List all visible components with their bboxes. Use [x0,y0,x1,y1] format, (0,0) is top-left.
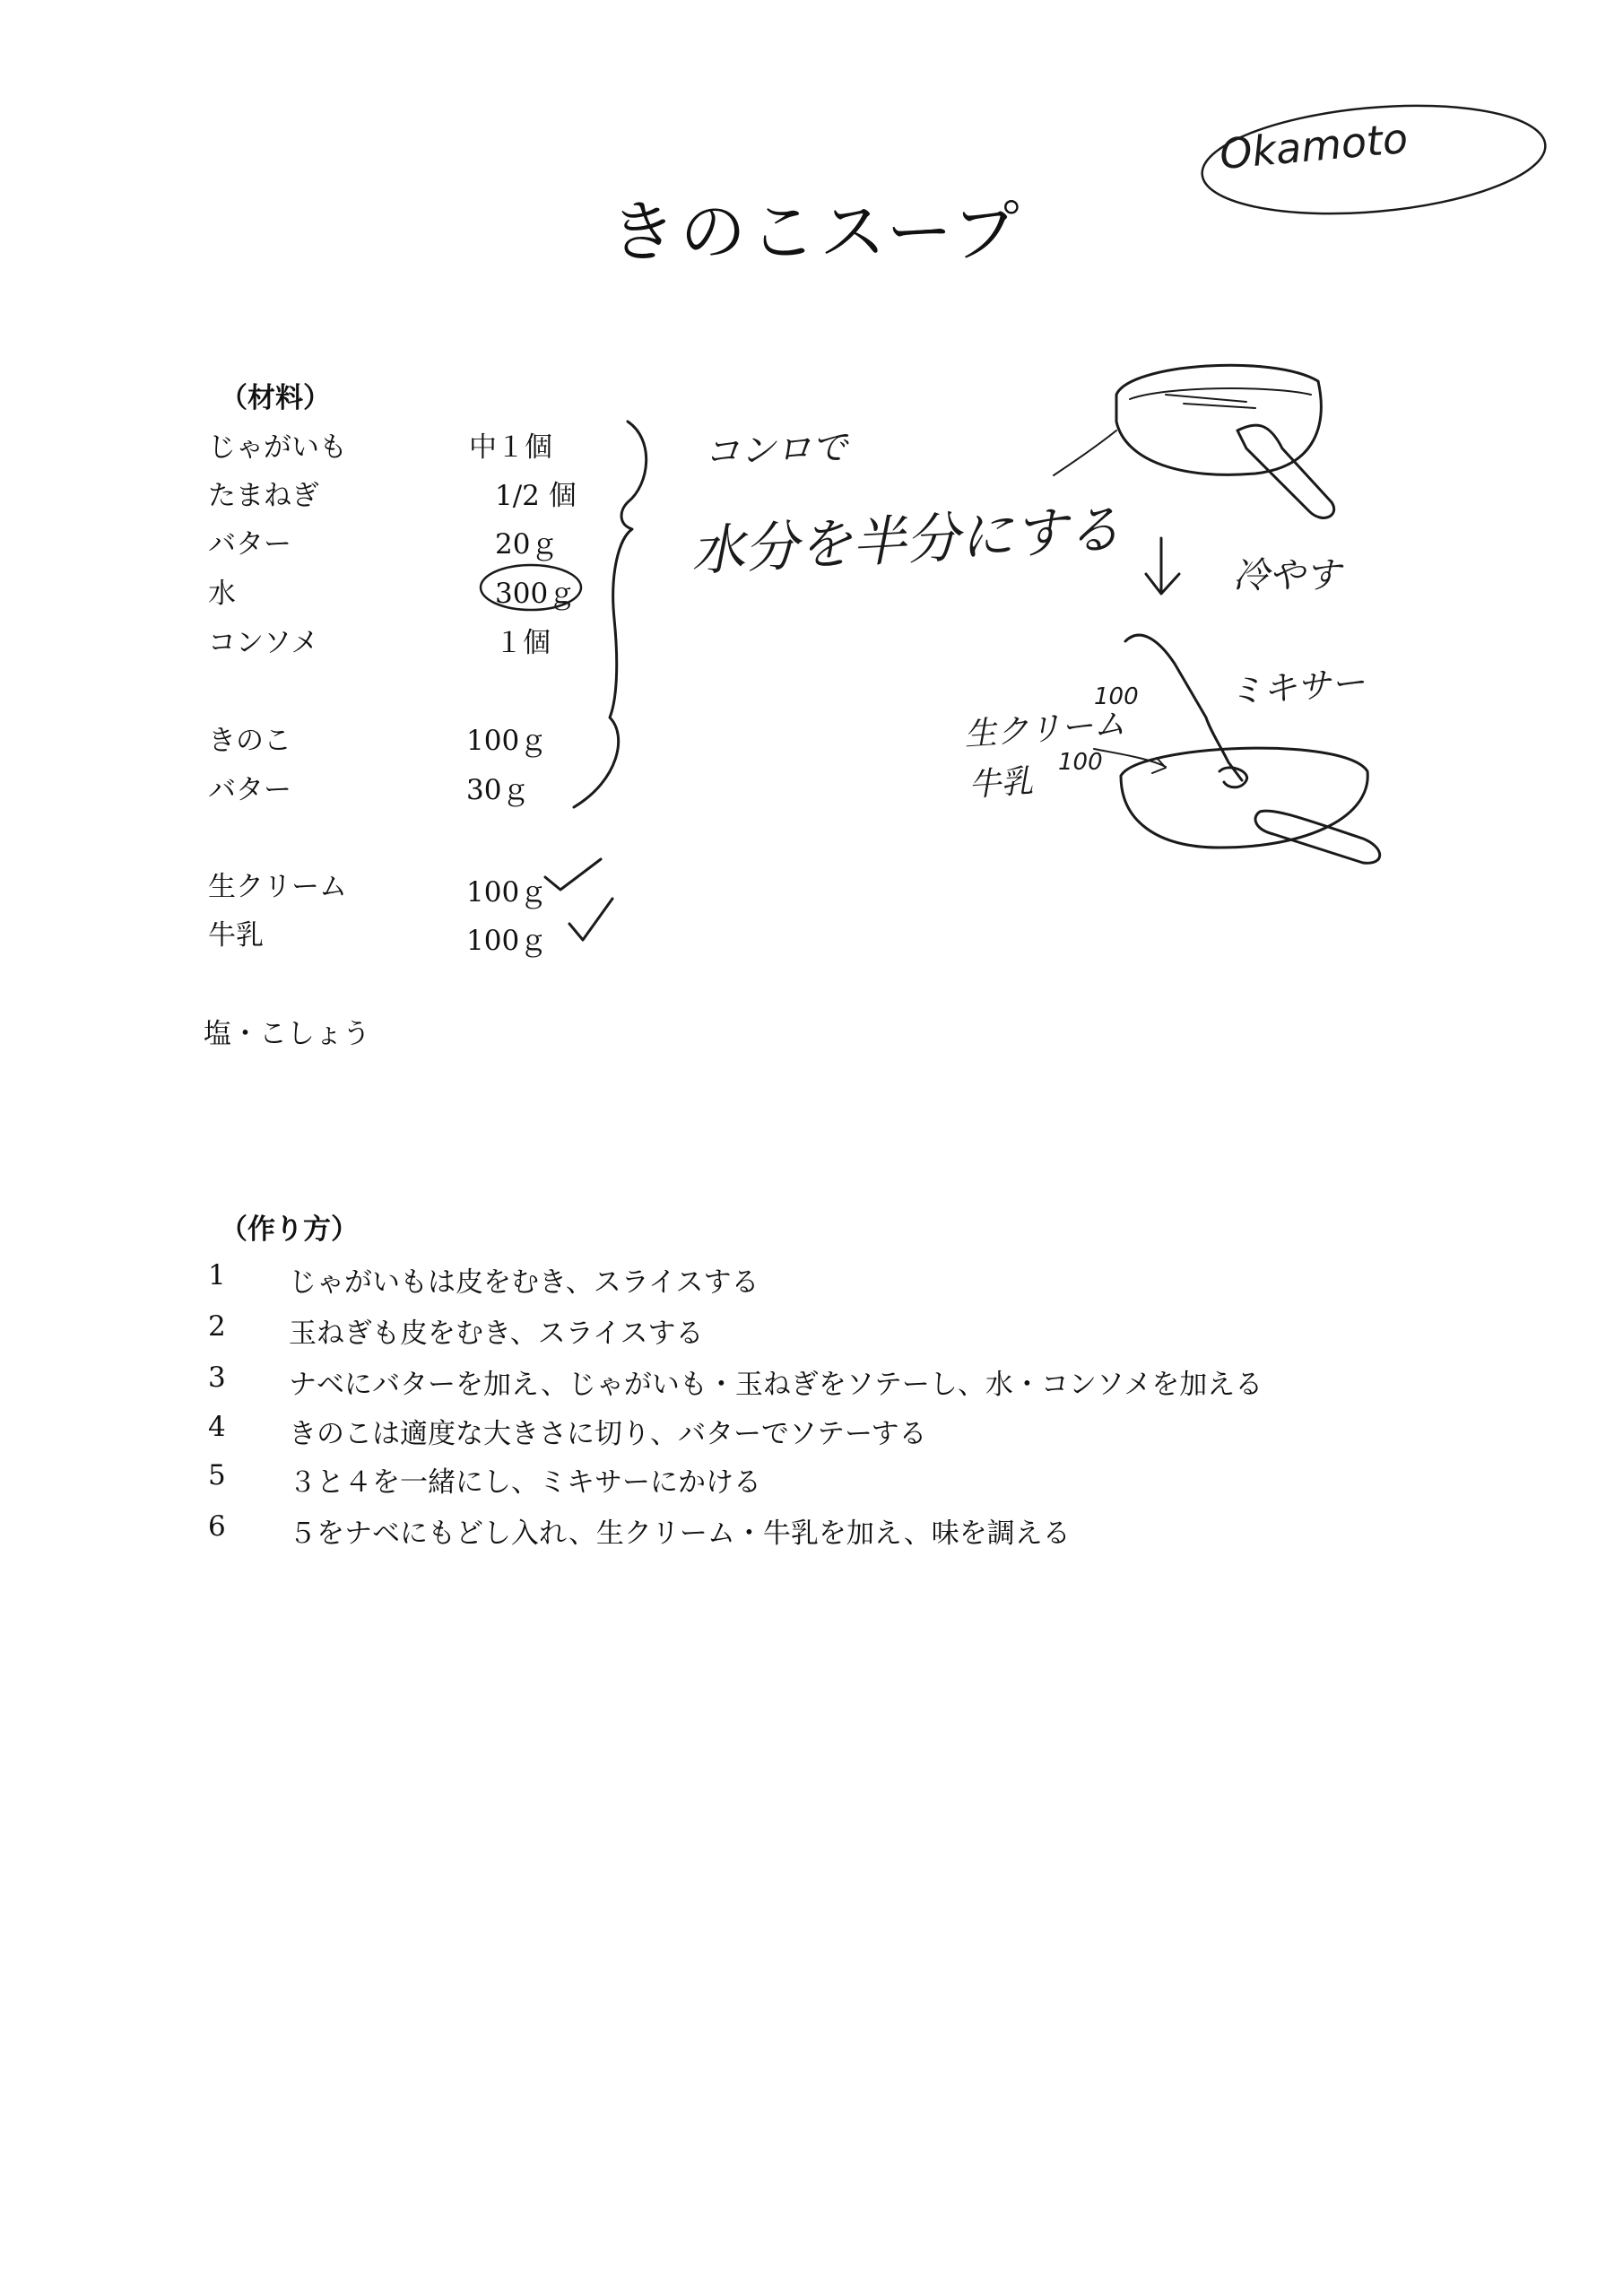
handwritten-note: 水分を半分にする [689,498,1123,584]
step-text: 玉ねぎも皮をむき、スライスする [289,1318,704,1350]
page-title: きのこスープ [610,194,1023,271]
step-text: ナベにバターを加え、じゃがいも・玉ねぎをソテーし、水・コンソメを加える [289,1369,1263,1401]
ingredient-name: 生クリーム [208,871,347,903]
ingredient-name: 牛乳 [208,919,264,952]
ingredient-name: じゃがいも [208,431,347,464]
ingredient-name: きのこ [208,725,291,757]
ingredient-name: 水 [208,578,236,610]
ingredient-name: 塩・こしょう [204,1018,370,1050]
step-text: きのこは適度な大きさに切り、バターでソテーする [289,1418,927,1450]
step-number: 5 [208,1459,226,1492]
ingredient-name: バター [208,528,291,561]
handwritten-note: ミキサー [1227,662,1367,712]
handwritten-note: 冷やす [1233,555,1341,596]
ingredient-name: コンソメ [208,627,319,659]
ingredient-amount: 100ｇ [466,725,548,757]
ingredient-amount: 中１個 [469,431,552,464]
ingredient-amount: 100ｇ [466,925,548,957]
signature: Okamoto [1218,113,1410,179]
step-number: 6 [208,1510,226,1543]
step-number: 4 [208,1411,226,1443]
step-number: 2 [208,1310,226,1343]
handwritten-note: 生クリーム [962,705,1127,754]
step-text: ３と４を一緒にし、ミキサーにかける [289,1466,761,1499]
method-heading: （作り方） [220,1213,359,1246]
ingredient-amount: 20ｇ [495,528,559,561]
handwritten-note: 100 [1058,749,1103,776]
check-mark [545,859,601,890]
handwritten-note: 100 [1094,683,1139,710]
ingredient-amount: 1/2 個 [495,480,577,512]
step-text: じゃがいもは皮をむき、スライスする [289,1266,759,1299]
arrow-down-icon [1146,538,1179,594]
ingredient-amount: 30ｇ [466,774,530,806]
ingredient-amount: １個 [495,627,551,659]
brace-mark [574,422,647,807]
handwritten-note: 牛乳 [967,762,1035,804]
ingredient-amount: 300ｇ [495,578,577,610]
ingredient-amount: 100ｇ [466,876,548,909]
ingredient-name: バター [208,774,291,806]
check-mark [569,899,612,940]
circle-mark [481,565,581,610]
step-text: ５をナベにもどし入れ、生クリーム・牛乳を加え、味を調える [289,1518,1071,1550]
handwritten-note: コンロで [703,427,848,474]
ingredient-name: たまねぎ [208,480,319,512]
step-number: 3 [208,1361,226,1394]
step-number: 1 [208,1259,226,1292]
ingredients-heading: （材料） [220,382,331,414]
